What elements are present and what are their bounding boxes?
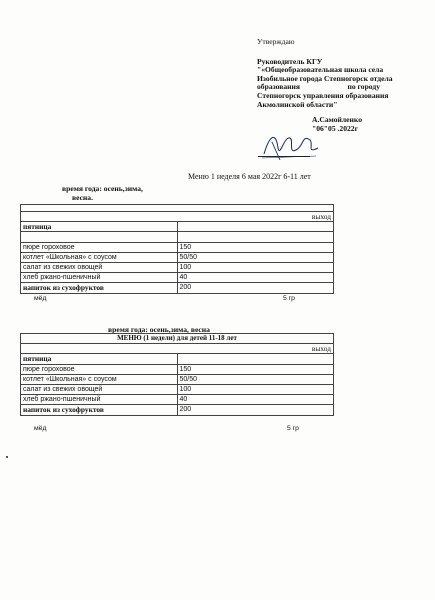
dish-yield: 100: [177, 384, 334, 394]
dish-name: хлеб ржано-пшеничный: [21, 395, 178, 405]
dish-yield: 40: [177, 395, 334, 405]
table-row: [21, 273, 334, 283]
table-row: [21, 405, 334, 415]
dish-yield: 50/50: [177, 252, 334, 262]
menu-heading: Меню 1 неделя 6 мая 2022г 6-11 лет: [188, 172, 311, 181]
table-row: [21, 374, 334, 384]
menu-table-2: [20, 333, 334, 416]
dish-name: пюре гороховое: [21, 364, 178, 374]
approval-line: Степногорск управления образования: [257, 90, 389, 100]
approval-line: "«Общеобразовательная школа села: [257, 65, 384, 75]
day-cell: пятница: [21, 222, 178, 232]
extra-item-value: 5 гр: [283, 295, 295, 302]
dish-yield: 150: [177, 364, 334, 374]
dish-yield: 100: [177, 262, 334, 272]
table-row: [21, 242, 334, 252]
table-title: МЕНЮ (1 недели) для детей 11-18 лет: [21, 334, 334, 344]
table-row: [21, 262, 334, 272]
table-row: [21, 344, 334, 354]
approval-line: Акмолинской области": [257, 99, 338, 109]
dish-name: салат из свежих овощей: [21, 384, 178, 394]
approval-block: [257, 38, 393, 133]
dish-name: хлеб ржано-пшеничный: [21, 273, 178, 283]
approval-line: образования по городу: [257, 82, 381, 92]
yield-header: выход: [21, 212, 334, 222]
day-cell: пятница: [21, 354, 178, 364]
dish-yield: 50/50: [177, 374, 334, 384]
signature-image: [258, 124, 328, 166]
table-row: [21, 334, 334, 344]
season-label-1: [62, 184, 143, 202]
dish-name: пюре гороховое: [21, 242, 178, 252]
dish-yield: 200: [177, 283, 334, 293]
menu-table-1: [20, 204, 334, 294]
dish-name: котлет «Школьная» с соусом: [21, 374, 178, 384]
season-label-2: время года: осень,зима, весна: [108, 325, 210, 334]
table-row: [21, 222, 334, 232]
approval-line: Изобильное города Степногорск отдела: [257, 73, 393, 83]
dish-name: салат из свежих овощей: [21, 262, 178, 272]
table-row: [21, 232, 334, 242]
yield-header: выход: [21, 344, 334, 354]
extra-item-value: 5 гр: [287, 425, 299, 432]
dish-yield: 200: [177, 405, 334, 415]
extra-item-name: мёд: [34, 295, 47, 302]
dish-yield: 40: [177, 273, 334, 283]
table-row: [21, 283, 334, 293]
extra-item-name: мёд: [34, 425, 47, 432]
approval-line: Руководитель КГУ: [257, 56, 323, 66]
dish-name: напиток из сухофруктов: [21, 405, 178, 415]
scan-mark: [6, 456, 8, 458]
dish-yield: 150: [177, 242, 334, 252]
signature-line: [258, 156, 310, 157]
approval-signer: А.Самойленко: [312, 115, 362, 125]
table-row: [21, 364, 334, 374]
season-line: время года: осень,зима,: [62, 184, 143, 193]
dish-name: котлет «Школьная» с соусом: [21, 252, 178, 262]
dish-name: напиток из сухофруктов: [21, 283, 178, 293]
season-line: весна.: [72, 193, 94, 202]
table-row: [21, 212, 334, 222]
table-row: [21, 395, 334, 405]
table-row: [21, 252, 334, 262]
table-row: [21, 354, 334, 364]
table-row: [21, 205, 334, 212]
approval-date: "06"05 .2022г: [312, 123, 359, 133]
approval-title: Утверждаю: [257, 37, 295, 46]
table-row: [21, 384, 334, 394]
